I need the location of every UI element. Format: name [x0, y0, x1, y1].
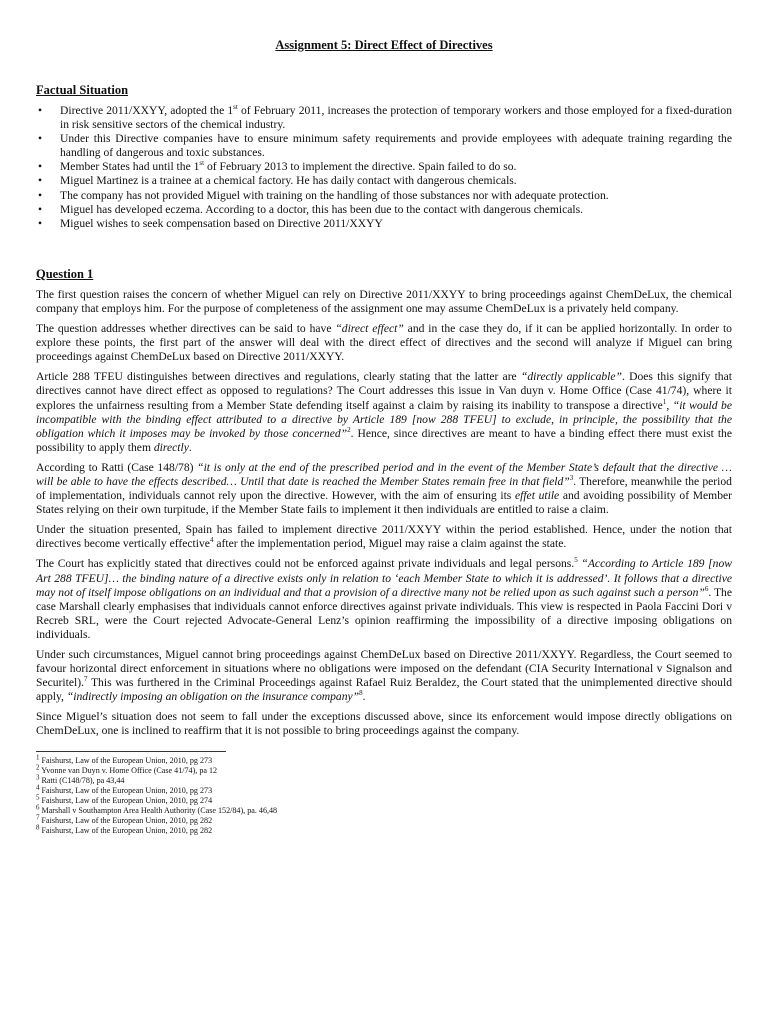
list-item: • Directive 2011/XXYY, adopted the 1st of February 2011, increases the protection of temporary workers and those employed for a fixed-duration in risk sensitive sectors of the chemical industry. — [36, 104, 732, 132]
footnote-ref: 8 — [359, 689, 363, 698]
paragraph-2: The question addresses whether directives can be said to have “direct effect” and in the case they do, if it can be applied horizontally. In order to explore these points, the first part of the answer will deal with the direct effect of directives and the second will analyze if Miguel can bring proceedings against ChemDeLux based on Directive 2011/XXYY. — [36, 322, 732, 364]
footnote: $^2$ Yvonne van Duyn v. Home Office (Case 41/74), pa 12 — [36, 762, 218, 775]
list-item: • Miguel wishes to seek compensation based on Directive 2011/XXYY — [36, 217, 732, 231]
paragraph-6: The Court has explicitly stated that directives could not be enforced against private individuals and legal persons.$^5$ “According to Article 189 [now Art 288 TFEU]… the binding nature of a directive exists only in relation to ‘each Member State to which it is addressed’. It follows that a directive may not of itself impose obligations on an individual and that a provision of a directive many not be relied upon as such against such a person”$^6$. The case Marshall clearly emphasises that individuals cannot enforce directives against private individuals. This view is respected in Paola Faccini Dori v Recreb SRL, were the Court rejected Advocate-General Lenz’s opinion reaffirming the impossibility of a directive imposing obligations on individuals. — [36, 556, 733, 641]
footnote: $^3$ Ratti (C148/78), pa 43,44 — [36, 772, 125, 785]
footnote-divider — [36, 751, 226, 752]
footnote: $^6$ Marshall v Southampton Area Health Authority (Case 152/84), pa. 46,48 — [36, 802, 278, 815]
footnote-ref: 4 — [209, 536, 214, 545]
list-item: • Under this Directive companies have to ensure minimum safety requirements and provide employees with adequate training regarding the handling of dangerous and toxic substances. — [36, 132, 732, 160]
footnote: $^1$ Faishurst, Law of the European Union, 2010, pg 273 — [36, 752, 213, 765]
list-item: • Miguel Martinez is a trainee at a chemical factory. He has daily contact with dangerous chemicals. — [36, 174, 732, 188]
footnote-ref: 2 — [347, 425, 351, 434]
footnote: $^8$ Faishurst, Law of the European Union, 2010, pg 282 — [36, 822, 213, 835]
footnotes — [36, 752, 732, 836]
factual-situation-heading: Factual Situation — [36, 83, 129, 97]
paragraph-4: According to Ratti (Case 148/78) “it is only at the end of the prescribed period and in the event of the Member State’s default that the directive … will be able to have the effects described… Until that date is reached the Member States remain free in that field”$^3$. Therefore, meanwhile the period of implementation, individuals cannot rely upon the directive. However, with the aim of ensuring its effet utile and avoiding possibility of Member States relying on their own turpitude, if the Member State fails to implement it then individuals are entitled to raise a claim. — [36, 460, 732, 517]
footnote-ref: 5 — [574, 556, 578, 565]
footnote: $^4$ Faishurst, Law of the European Union, 2010, pg 273 — [36, 782, 213, 795]
list-item: • Member States had until the 1st of February 2013 to implement the directive. Spain failed to do so. — [36, 160, 732, 174]
footnote-ref: 3 — [569, 474, 574, 483]
footnote-ref: 7 — [83, 675, 88, 684]
list-item: • The company has not provided Miguel with training on the handling of those substances nor with adequate protection. — [36, 189, 732, 203]
footnote: $^5$ Faishurst, Law of the European Union, 2010, pg 274 — [36, 792, 213, 805]
question-1-heading: Question 1 — [36, 266, 94, 281]
factual-situation-list — [36, 104, 732, 231]
paragraph-8: Since Miguel’s situation does not seem to fall under the exceptions discussed above, since its enforcement would impose directly obligations on ChemDeLux, one is inclined to reaffirm that it is not possible to bring proceedings against the company. — [36, 710, 732, 738]
footnote-ref: 6 — [704, 584, 709, 593]
paragraph-3: Article 288 TFEU distinguishes between directives and regulations, clearly stating that the latter are “directly applicable”. Does this signify that directives cannot have direct effect as opposed to regulations? The Court addresses this issue in Van duyn v. Home Office (Case 41/74), where it explores the unfairness resulting from a Member State defending itself against a claim by raising its inability to transpose a directive$^1$, “it would be incompatible with the binding effect attributed to a directive by Article 189 [now 288 TFEU] to exclude, in principle, the possibility that the obligation which it imposes may be invoked by those concerned”$^2$. Hence, since directives are meant to have a binding effect there must exist the possibility to apply them directly. — [36, 370, 733, 454]
list-item: • Miguel has developed eczema. According to a doctor, this has been due to the contact with dangerous chemicals. — [36, 203, 732, 217]
paragraph-7: Under such circumstances, Miguel cannot bring proceedings against ChemDeLux based on Directive 2011/XXYY. Regardless, the Court seemed to favour horizontal direct enforcement in situations where no obligations were imposed on the defendant (CIA Security International v Signalson and Securitel).$^7$ This was furthered in the Criminal Proceedings against Rafael Ruiz Beraldez, the Court stated that the unimplemented directive should apply, “indirectly imposing an obligation on the insurance company”$^8$. — [36, 648, 732, 704]
paragraph-5: Under the situation presented, Spain has failed to implement directive 2011/XXYY within the period established. Hence, under the notion that directives become vertically effective$^4$ after the implementation period, Miguel may raise a claim against the state. — [36, 523, 732, 551]
footnote: $^7$ Faishurst, Law of the European Union, 2010, pg 282 — [36, 812, 213, 825]
footnote-ref: 1 — [662, 397, 667, 406]
paragraph-1: The first question raises the concern of whether Miguel can rely on Directive 2011/XXYY to bring proceedings against ChemDeLux, the chemical company that employs him. For the purpose of completeness of the assignment one may assume ChemDeLux is a privately held company. — [36, 287, 732, 315]
document-title: Assignment 5: Direct Effect of Directives — [275, 38, 493, 52]
